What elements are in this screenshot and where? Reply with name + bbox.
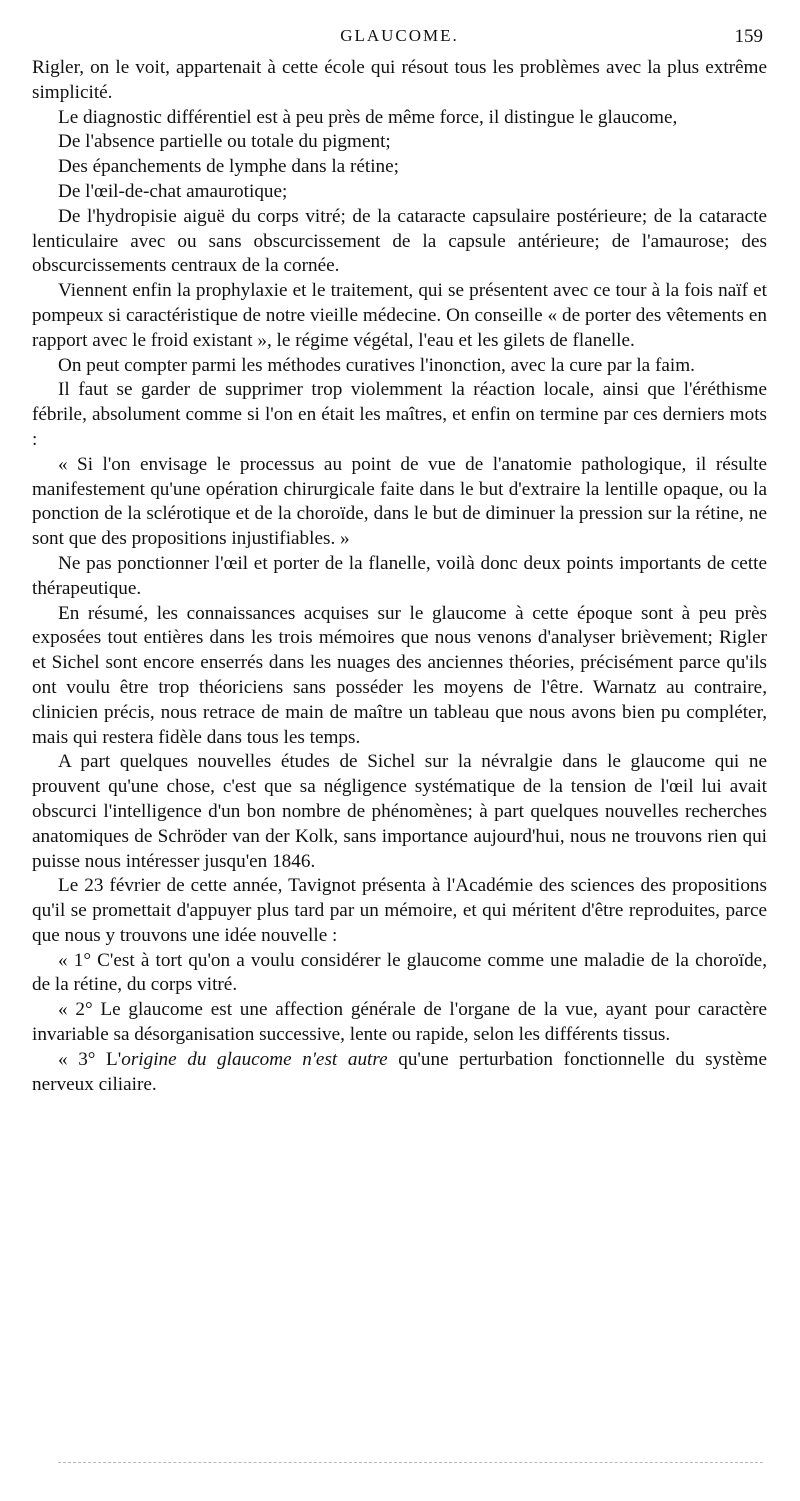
quotation: « 2° Le glaucome est une affection générale de l'organe de la vue, ayant pour caractère invariable sa désorganisation successive, lente ou rapide, selon les différents tissus.: [32, 999, 767, 1046]
paragraph: En résumé, les connaissances acquises sur le glaucome à cette époque sont à peu près exposées tout entières dans les trois mémoires que nous venons d'analyser brièvement; Rigler et Sichel sont encore enserrés dans les nuages des anciennes théories, précisément parce qu'ils ont voulu être trop théoriciens sans posséder les moyens de l'être. Warnatz au contraire, clinicien précis, nous retrace de main de maître un tableau que nous avons bien pu compléter, mais qui restera fidèle dans tous les temps.: [32, 602, 767, 748]
book-page: [32, 26, 767, 1097]
paragraph: Le diagnostic différentiel est à peu près de même force, il distingue le glaucome,: [58, 106, 678, 128]
running-head: [32, 26, 767, 56]
quotation: « Si l'on envisage le processus au point de vue de l'anatomie pathologique, il résulte manifestement qu'une opération chirurgicale faite dans le but d'extraire la lentille opaque, ou la ponction de la sclérotique et de la choroïde, dans le but de diminuer la pression sur la rétine, ne sont que des propositions injustifiables. »: [32, 453, 767, 550]
paragraph: Le 23 février de cette année, Tavignot présenta à l'Académie des sciences des propositions qu'il se promettait d'appuyer plus tard par un mémoire, et qui méritent d'être reproduites, parce que nous y trouvons une idée nouvelle :: [32, 875, 767, 946]
paragraph: Rigler, on le voit, appartenait à cette école qui résout tous les problèmes avec la plus extrême simplicité.: [32, 57, 767, 103]
quotation-prefix: « 3° L': [58, 1048, 122, 1070]
body-text: [32, 56, 767, 1097]
paragraph: Ne pas ponctionner l'œil et porter de la flanelle, voilà donc deux points importants de cette thérapeutique.: [32, 552, 767, 599]
running-title: GLAUCOME.: [340, 26, 459, 45]
list-item: De l'absence partielle ou totale du pigment;: [58, 131, 391, 153]
quotation-final: [32, 1048, 767, 1098]
paragraph: Viennent enfin la prophylaxie et le traitement, qui se présentent avec ce tour à la fois naïf et pompeux si caractéristique de notre vieille médecine. On conseille « de porter des vêtements en rapport avec le froid existant », le régime végétal, l'eau et les gilets de flanelle.: [32, 280, 767, 351]
italic-phrase: origine du glaucome n'est autre: [121, 1048, 388, 1070]
footer-rule: [58, 1462, 763, 1463]
paragraph: Il faut se garder de supprimer trop violemment la réaction locale, ainsi que l'éréthisme fébrile, absolument comme si l'on en était les maîtres, et enfin on termine par ces derniers mots :: [32, 379, 767, 450]
list-item: Des épanchements de lymphe dans la rétine;: [58, 156, 399, 178]
paragraph: On peut compter parmi les méthodes curatives l'inonction, avec la cure par la faim.: [58, 354, 695, 376]
list-item: De l'œil-de-chat amaurotique;: [58, 180, 288, 202]
quotation-suffix: qu'une perturbation fonctionnelle du système nerveux ciliaire.: [32, 1048, 767, 1095]
list-item: De l'hydropisie aiguë du corps vitré; de la cataracte capsulaire postérieure; de la cataracte lenticulaire avec ou sans obscurcissement de la capsule antérieure; de l'amaurose; des obscurcissements centraux de la cornée.: [32, 205, 767, 277]
page-number: 159: [734, 26, 763, 47]
quotation: « 1° C'est à tort qu'on a voulu considérer le glaucome comme une maladie de la choroïde, de la rétine, du corps vitré.: [32, 949, 767, 996]
paragraph: A part quelques nouvelles études de Sichel sur la névralgie dans le glaucome qui ne prouvent qu'une chose, c'est que sa négligence systématique de la tension de l'œil lui avait obscurci l'intelligence d'un bon nombre de phénomènes; à part quelques nouvelles recherches anatomiques de Schröder van der Kolk, sans importance aujourd'hui, nous ne trouvons rien qui puisse nous intéresser jusqu'en 1846.: [32, 751, 767, 872]
